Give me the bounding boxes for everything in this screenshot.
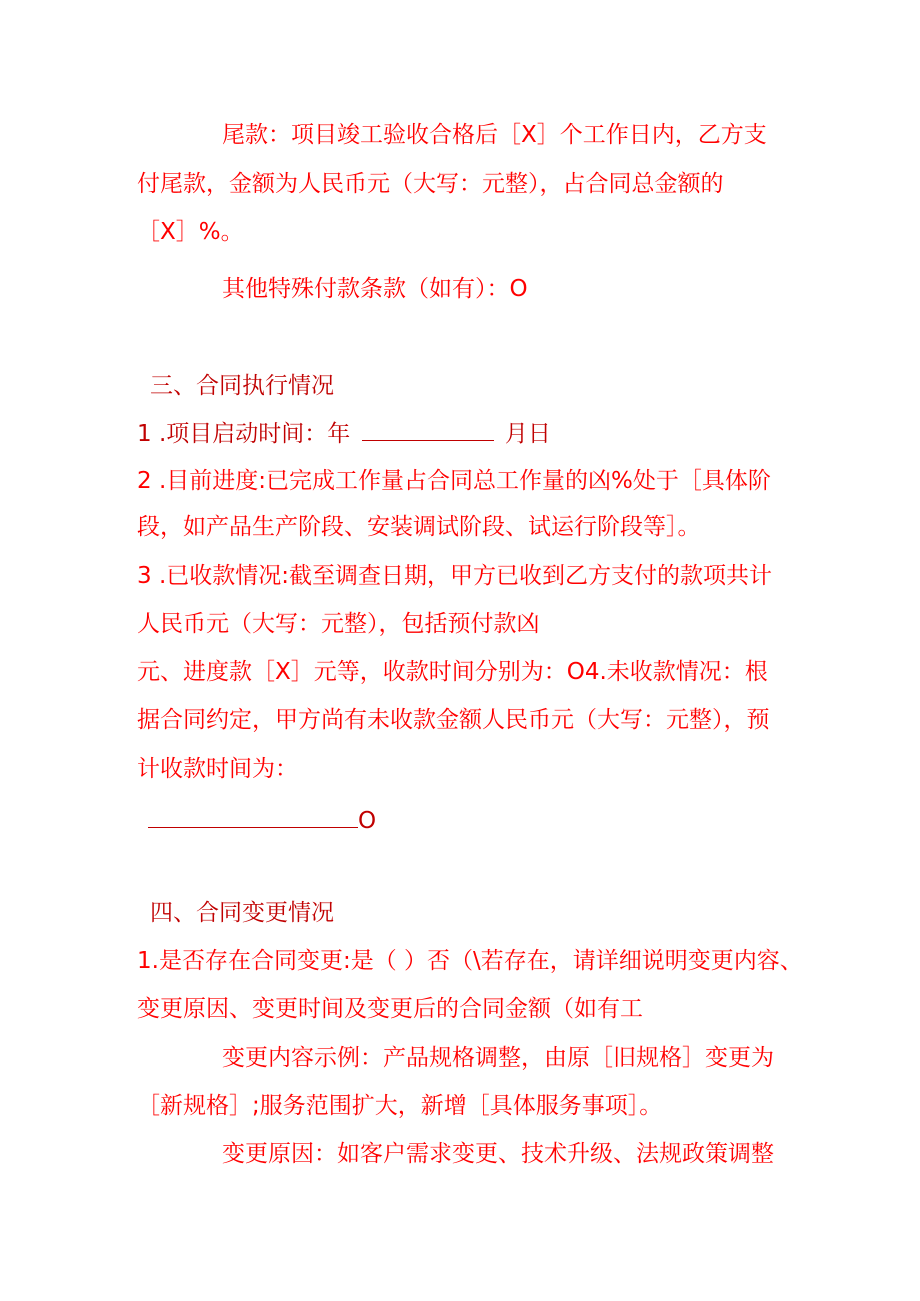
unreceived-payment-line-2: 计收款时间为： — [137, 756, 298, 782]
project-start-time — [137, 419, 551, 449]
final-payment-line-1: 尾款：项目竣工验收合格后［X］个工作日内，乙方支 — [222, 122, 767, 148]
unreceived-payment-line-1: 据合同约定，甲方尚有未收款金额人民币元（大写：元整），预 — [137, 707, 770, 733]
contract-change-line-1: 1.是否存在合同变更:是（ ）否（\若存在，请详细说明变更内容、 — [137, 948, 803, 974]
final-payment-line-3: ［X］%。 — [137, 219, 244, 245]
contract-change-line-2: 变更原因、变更时间及变更后的合同金额（如有工 — [137, 996, 643, 1022]
change-reason-line: 变更原因：如客户需求变更、技术升级、法规政策调整 — [222, 1141, 774, 1167]
received-payment-line-3: 元、进度款［X］元等，收款时间分别为：O4.未收款情况：根 — [137, 659, 768, 685]
progress-line-1: 2 .目前进度:已完成工作量占合同总工作量的凶%处于［具体阶 — [137, 468, 771, 494]
project-start-suffix: 月日 — [504, 421, 551, 447]
received-payment-line-1: 3 .已收款情况:截至调查日期，甲方已收到乙方支付的款项共计 — [137, 563, 773, 589]
project-start-label: 1 .项目启动时间：年 — [137, 421, 351, 447]
section-3-heading: 三、合同执行情况 — [150, 373, 334, 399]
expected-time-blank-line — [148, 806, 376, 836]
change-example-line-1: 变更内容示例：产品规格调整，由原［旧规格］变更为 — [222, 1045, 774, 1071]
progress-line-2: 段，如产品生产阶段、安装调试阶段、试运行阶段等］。 — [137, 514, 701, 540]
expected-time-end: O — [358, 808, 377, 834]
final-payment-line-2: 付尾款，金额为人民币元（大写：元整），占合同总金额的 — [137, 171, 724, 197]
start-date-blank — [362, 420, 494, 441]
expected-time-blank — [148, 807, 358, 828]
change-example-line-2: ［新规格］;服务范围扩大，新增［具体服务事项］。 — [137, 1093, 663, 1119]
received-payment-line-2: 人民币元（大写：元整），包括预付款凶 — [137, 611, 540, 637]
other-payment-terms: 其他特殊付款条款（如有）：O — [222, 276, 528, 302]
section-4-heading: 四、合同变更情况 — [150, 900, 334, 926]
